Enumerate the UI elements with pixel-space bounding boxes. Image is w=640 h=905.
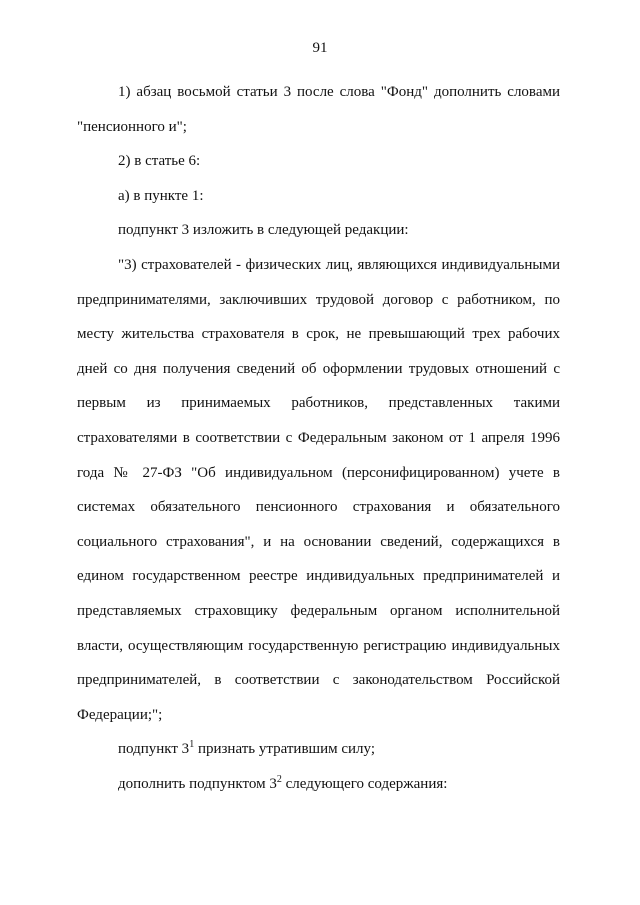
paragraph-6-text-after: признать утратившим силу;	[194, 741, 375, 758]
paragraph-6-text-before: подпункт 3	[118, 741, 190, 758]
paragraph-2: 2) в статье 6:	[118, 153, 201, 170]
paragraph-1: 1) абзац восьмой статьи 3 после слова "Фонд" дополнить словами "пенсионного и";	[77, 84, 560, 135]
document-body	[77, 75, 560, 801]
paragraph-5: "3) страхователей - физических лиц, являющихся индивидуальными предпринимателями, заключивших трудовой договор с работником, по месту жительства страхователя в срок, не превышающий трех рабочих дней со дня получения сведений об оформлении трудовых отношений с первым из принимаемых работников, представленных такими страхователями в соответствии с Федеральным законом от 1 апреля 1996 года № 27-ФЗ "Об индивидуальном (персонифицированном) учете в системах обязательного пенсионного страхования и обязательного социального страхования", и на основании сведений, содержащихся в едином государственном реестре индивидуальных предпринимателей и представляемых страховщику федеральным органом исполнительной власти, осуществляющим государственную регистрацию индивидуальных предпринимателей, в соответствии с законодательством Российской Федерации;";	[77, 256, 560, 723]
paragraph-6	[77, 732, 560, 767]
paragraph-7-superscript: 2	[276, 773, 282, 785]
paragraph-6-superscript: 1	[189, 739, 195, 751]
paragraph-7	[77, 767, 560, 802]
paragraph-4: подпункт 3 изложить в следующей редакции:	[118, 222, 409, 239]
paragraph-7-text-before: дополнить подпунктом 3	[118, 775, 277, 792]
paragraph-7-text-after: следующего содержания:	[281, 775, 448, 792]
paragraph-3: а) в пункте 1:	[118, 187, 204, 204]
page-number: 91	[312, 40, 328, 56]
